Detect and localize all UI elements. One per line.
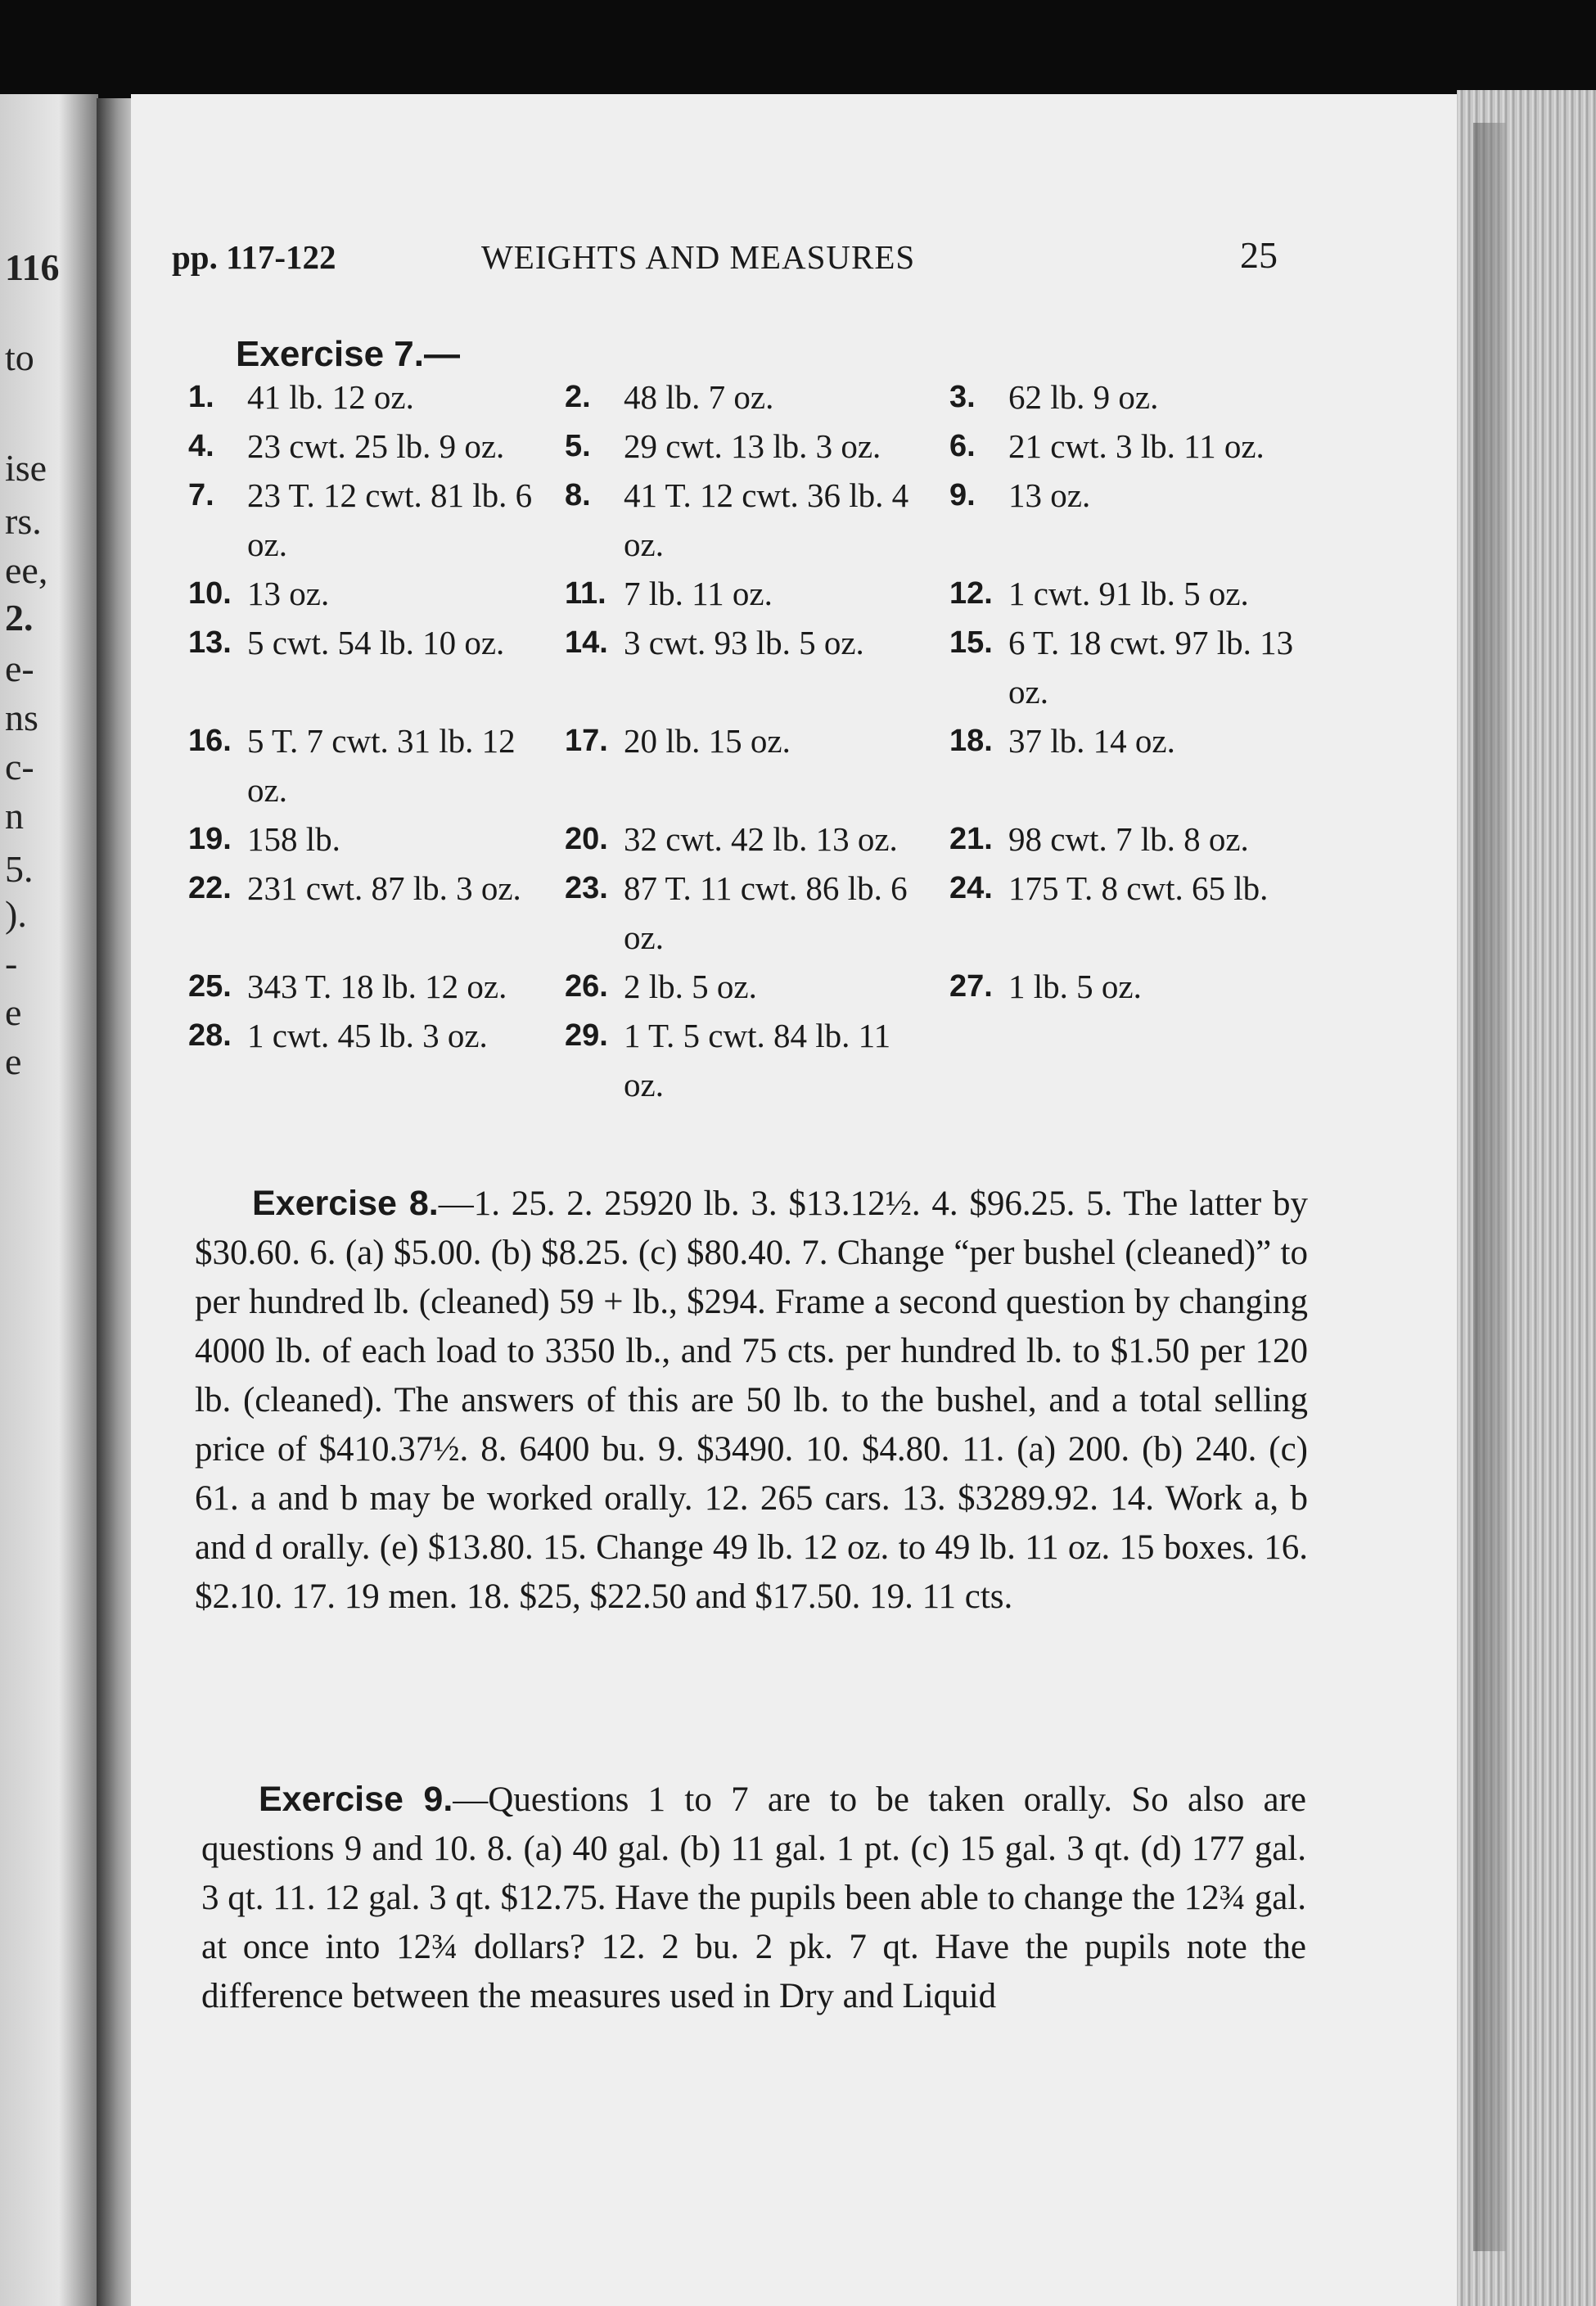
page-edge-shadow [1473, 123, 1506, 2251]
answer-number: 4. [188, 429, 214, 463]
exercise-8-heading: Exercise 8. [252, 1184, 439, 1223]
answer-item [565, 1011, 949, 1109]
left-page-text-fragment: ). [5, 893, 27, 935]
answer-value: 175 T. 8 cwt. 65 lb. [1008, 869, 1269, 907]
answer-number: 21. [949, 822, 993, 856]
exercise-9-paragraph [201, 1775, 1306, 2021]
answer-number: 26. [565, 969, 608, 1004]
left-page-text-fragment: - [5, 942, 18, 984]
answer-value: 37 lb. 14 oz. [1008, 722, 1175, 760]
answer-item [188, 1011, 565, 1109]
left-page-text-fragment: ise [5, 447, 47, 489]
answer-value: 20 lb. 15 oz. [624, 722, 791, 760]
answer-number: 25. [188, 969, 232, 1004]
answer-number: 13. [188, 625, 232, 660]
page-range: pp. 117-122 [172, 238, 336, 276]
answer-item [188, 716, 565, 815]
answer-value: 5 cwt. 54 lb. 10 oz. [247, 624, 505, 661]
answer-value: 23 T. 12 cwt. 81 lb. 6 oz. [247, 476, 533, 563]
answer-item [949, 716, 1318, 815]
answer-value: 7 lb. 11 oz. [624, 575, 773, 612]
answer-number: 20. [565, 822, 608, 856]
answer-value: 158 lb. [247, 820, 340, 858]
answer-number: 11. [565, 576, 606, 611]
answer-number: 14. [565, 625, 608, 660]
answer-item [949, 471, 1318, 569]
answer-number: 27. [949, 969, 993, 1004]
answer-number: 9. [949, 478, 976, 512]
answer-value: 1 T. 5 cwt. 84 lb. 11 oz. [624, 1017, 891, 1103]
book-gutter [97, 98, 136, 2306]
answer-value: 5 T. 7 cwt. 31 lb. 12 oz. [247, 722, 516, 809]
answer-value: 1 lb. 5 oz. [1008, 968, 1142, 1005]
answer-item [188, 422, 565, 471]
exercise-8-paragraph [195, 1179, 1308, 1622]
answer-number: 19. [188, 822, 232, 856]
answer-number: 29. [565, 1018, 608, 1053]
answer-number: 16. [188, 724, 232, 758]
left-page-text-fragment: ee, [5, 549, 48, 591]
page-number: 25 [1240, 234, 1278, 276]
answer-value: 23 cwt. 25 lb. 9 oz. [247, 427, 505, 465]
answer-value: 2 lb. 5 oz. [624, 968, 757, 1005]
answer-number: 7. [188, 478, 214, 512]
exercise-7-heading: Exercise 7.— [236, 334, 460, 374]
answer-item [949, 962, 1318, 1011]
answer-value: 29 cwt. 13 lb. 3 oz. [624, 427, 881, 465]
answer-number: 1. [188, 380, 214, 414]
answer-number: 6. [949, 429, 976, 463]
answer-value: 62 lb. 9 oz. [1008, 378, 1159, 416]
answer-number: 15. [949, 625, 993, 660]
answer-item [949, 864, 1318, 962]
exercise-9-text: —Questions 1 to 7 are to be taken orally. So also are questions 9 and 10. 8. (a) 40 gal. (b) 11 gal. 1 pt. (c) 15 gal. 3 qt. (d) 177 gal. 3 qt. 11. 12 gal. 3 qt. $12.75. Have the pupils been able to change the 12¾ gal. at once into 12¾ dollars? 12. 2 bu. 2 pk. 7 qt. Have the pupils note the difference between the measures used in Dry and Liquid [201, 1780, 1307, 2015]
answer-item [188, 864, 565, 962]
answer-value: 98 cwt. 7 lb. 8 oz. [1008, 820, 1249, 858]
running-title: WEIGHTS AND MEASURES [481, 238, 916, 276]
answer-value: 48 lb. 7 oz. [624, 378, 774, 416]
answer-number: 22. [188, 871, 232, 905]
answer-number: 12. [949, 576, 993, 611]
answer-value: 13 oz. [1008, 476, 1091, 514]
answer-item [565, 422, 949, 471]
exercise-9-heading: Exercise 9. [259, 1780, 453, 1819]
left-page-fragment [0, 94, 98, 2306]
left-page-text-fragment: 2. [5, 597, 34, 639]
left-page-text-fragment: e [5, 991, 22, 1033]
left-page-text-fragment: rs. [5, 500, 42, 542]
answer-item [949, 618, 1318, 716]
answer-number: 8. [565, 478, 591, 512]
answer-item [565, 962, 949, 1011]
left-page-text-fragment: 5. [5, 848, 34, 890]
answer-item [188, 962, 565, 1011]
answer-number: 18. [949, 724, 993, 758]
answer-item [565, 569, 949, 618]
left-page-text-fragment: c- [5, 746, 34, 787]
answer-item [949, 372, 1318, 422]
answer-value: 1 cwt. 91 lb. 5 oz. [1008, 575, 1249, 612]
answer-item [565, 618, 949, 716]
answer-item [188, 471, 565, 569]
answer-item [949, 815, 1318, 864]
answer-value: 41 lb. 12 oz. [247, 378, 414, 416]
answer-number: 24. [949, 871, 993, 905]
answer-value: 13 oz. [247, 575, 330, 612]
answer-item [188, 815, 565, 864]
answer-value: 231 cwt. 87 lb. 3 oz. [247, 869, 521, 907]
exercise-7-answers [188, 372, 1318, 1109]
answer-item [188, 618, 565, 716]
answer-number: 28. [188, 1018, 232, 1053]
left-page-text-fragment: n [5, 795, 24, 837]
left-page-text-fragment: to [5, 336, 34, 378]
answer-item [565, 471, 949, 569]
answer-item [188, 372, 565, 422]
answer-number: 3. [949, 380, 976, 414]
answer-value: 21 cwt. 3 lb. 11 oz. [1008, 427, 1265, 465]
left-page-text-fragment: e [5, 1040, 22, 1082]
left-page-text-fragment: ns [5, 697, 38, 738]
exercise-8-text: —1. 25. 2. 25920 lb. 3. $13.12½. 4. $96.25. 5. The latter by $30.60. 6. (a) $5.00. (b) $8.25. (c) $80.40. 7. Change “per bushel (cleaned)” to per hundred lb. (cleaned) 59 + lb., $294. Frame a second question by changing 4000 lb. of each load to 3350 lb., and 75 cts. per hundred lb. to $1.50 per 120 lb. (cleaned). The answers of this are 50 lb. to the bushel, and a total selling price of $410.37½. 8. 6400 bu. 9. $3490. 10. $4.80. 11. (a) 200. (b) 240. (c) 61. a and b may be worked orally. 12. 265 cars. 13. $3289.92. 14. Work a, b and d orally. (e) $13.80. 15. Change 49 lb. 12 oz. to 49 lb. 11 oz. 15 boxes. 16. $2.10. 17. 19 men. 18. $25, $22.50 and $17.50. 19. 11 cts. [195, 1185, 1308, 1616]
left-page-text-fragment: e- [5, 648, 34, 689]
left-page-text-fragment: 116 [5, 246, 60, 288]
answer-value: 41 T. 12 cwt. 36 lb. 4 oz. [624, 476, 909, 563]
answer-number: 5. [565, 429, 591, 463]
answer-item [949, 569, 1318, 618]
answer-number: 2. [565, 380, 591, 414]
answer-item [565, 864, 949, 962]
answer-value: 1 cwt. 45 lb. 3 oz. [247, 1017, 488, 1054]
answer-item [188, 569, 565, 618]
answer-value: 343 T. 18 lb. 12 oz. [247, 968, 507, 1005]
answer-value: 32 cwt. 42 lb. 13 oz. [624, 820, 898, 858]
answer-number: 17. [565, 724, 608, 758]
answer-value: 3 cwt. 93 lb. 5 oz. [624, 624, 864, 661]
answer-value: 6 T. 18 cwt. 97 lb. 13 oz. [1008, 624, 1294, 711]
answer-item [565, 815, 949, 864]
answer-item [565, 372, 949, 422]
answer-item [949, 422, 1318, 471]
answer-number: 23. [565, 871, 608, 905]
answer-number: 10. [188, 576, 232, 611]
answer-item [565, 716, 949, 815]
answer-value: 87 T. 11 cwt. 86 lb. 6 oz. [624, 869, 908, 956]
